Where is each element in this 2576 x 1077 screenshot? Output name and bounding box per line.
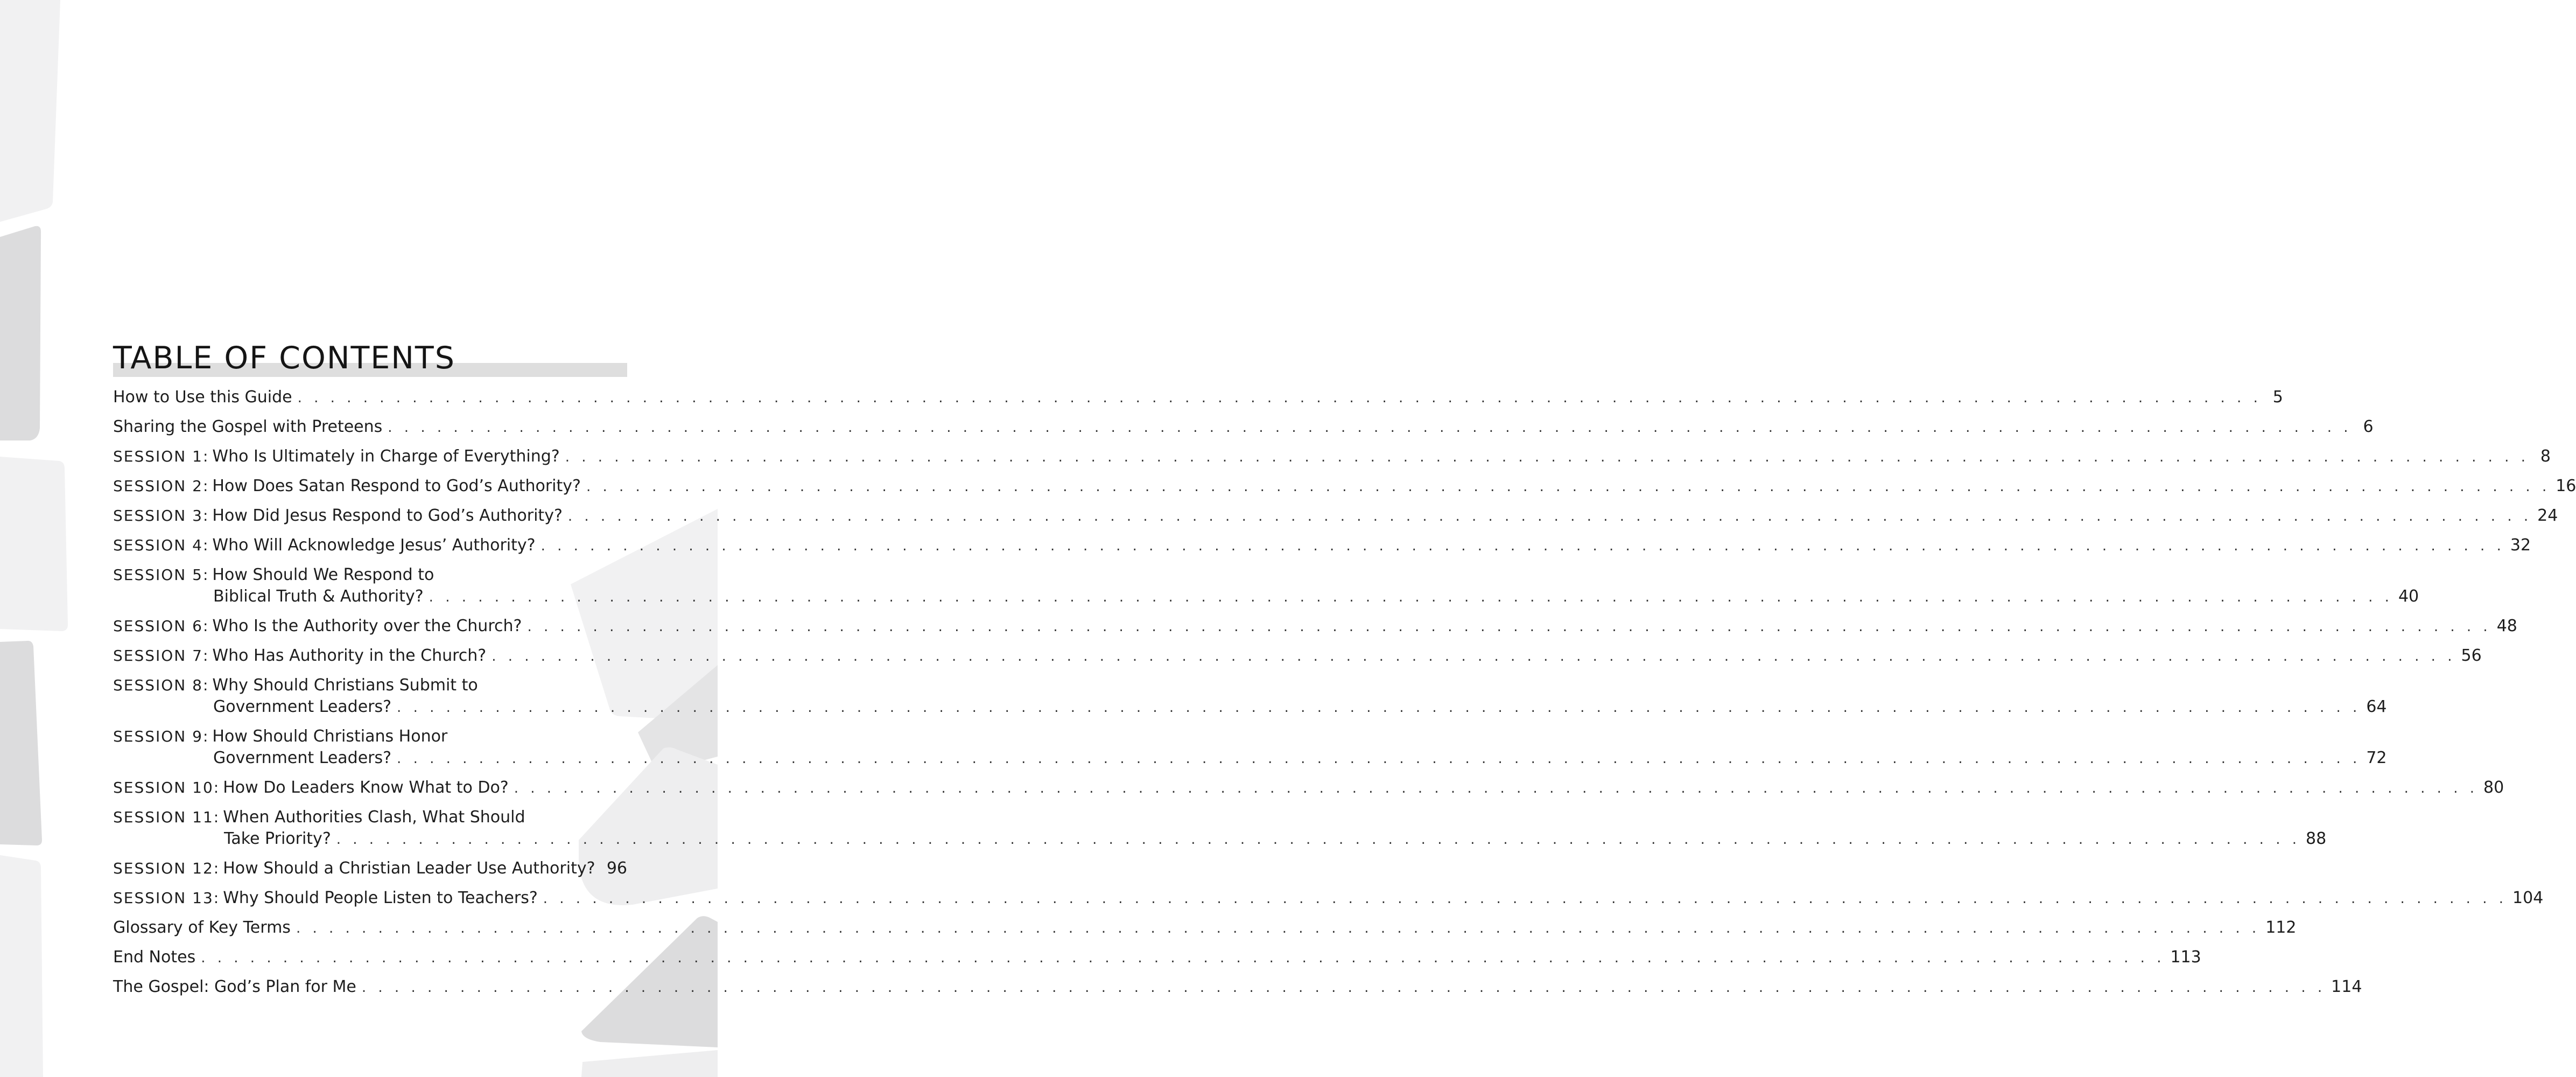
session-label: SESSION 1:	[113, 447, 209, 465]
toc-entry-continuation-line	[113, 587, 2419, 606]
page-number: 48	[2496, 617, 2517, 635]
left-shape-5	[0, 855, 43, 1077]
dot-leader: . . . . . . . . . . . . . . . . . . . . . . . . . . . . . . . . . . . . . . . . . . . . . . . . . . . . . . . . . . . . . . . . . . . . . . . . . . . . . . . . . . . . . . . . . . . . . . . . . . . . . . . . . . . . . . . . . . . . . . . .	[527, 619, 2491, 635]
entry-title: Why Should People Listen to Teachers?	[223, 889, 538, 907]
page-title: TABLE OF CONTENTS	[113, 340, 455, 376]
toc-entry	[113, 617, 2517, 635]
toc-entry	[113, 388, 2283, 407]
session-label: SESSION 6:	[113, 617, 209, 635]
entry-title: How Should Christians Honor	[212, 727, 448, 746]
dot-leader: . . . . . . . . . . . . . . . . . . . . . . . . . . . . . . . . . . . . . . . . . . . . . . . . . . . . . . . . . . . . . . . . . . . . . . . . . . . . . . . . . . . . . . . . . . . . . . . . . . . . . . . . . . . . . . . . . . . . . . . .	[541, 538, 2505, 554]
session-label: SESSION 5:	[113, 566, 209, 584]
dot-leader: . . . . . . . . . . . . . . . . . . . . . . . . . . . . . . . . . . . . . . . . . . . . . . . . . . . . . . . . . . . . . . . . . . . . . . . . . . . . . . . . . . . . . . . . . . . . . . . . . . . . . . . . . . . . . . . . . . . . . . . .	[397, 700, 2361, 716]
toc-entry	[113, 417, 2374, 436]
entry-title: How Do Leaders Know What to Do?	[223, 778, 509, 797]
toc-entry-line	[113, 567, 627, 584]
toc-entry-line	[113, 477, 2576, 495]
entry-title-continuation: Government Leaders?	[213, 697, 392, 716]
toc-entry	[113, 536, 2531, 555]
entry-title: Who Will Acknowledge Jesus’ Authority?	[212, 536, 536, 555]
toc-entry-line	[113, 677, 627, 694]
page-number: 96	[606, 859, 627, 878]
dot-leader: . . . . . . . . . . . . . . . . . . . . . . . . . . . . . . . . . . . . . . . . . . . . . . . . . . . . . . . . . . . . . . . . . . . . . . . . . . . . . . . . . . . . . . . . . . . . . . . . . . . . . . . . . . . . . . . . . . . . . . . .	[492, 648, 2456, 665]
toc-entry	[113, 646, 2482, 665]
session-label: SESSION 13:	[113, 889, 220, 907]
page-number: 32	[2510, 536, 2531, 555]
dot-leader: . . . . . . . . . . . . . . . . . . . . . . . . . . . . . . . . . . . . . . . . . . . . . . . . . . . . . . . . . . . . . . . . . . . . . . . . . . . . . . . . . . . . . . . . . . . . . . . . . . . . . . . . . . . . . . . . . . . . . . . .	[388, 419, 2352, 436]
toc-entries	[113, 388, 2576, 996]
page-number: 64	[2366, 697, 2387, 716]
page-number: 113	[2170, 948, 2201, 967]
dot-leader: . . . . . . . . . . . . . . . . . . . . . . . . . . . . . . . . . . . . . . . . . . . . . . . . . . . . . . . . . . . . . . . . . . . . . . . . . . . . . . . . . . . . . . . . . . . . . . . . . . . . . . . . . . . . . . . . . . . . . . . .	[297, 390, 2262, 406]
entry-title: The Gospel: God’s Plan for Me	[113, 977, 356, 996]
session-label: SESSION 4:	[113, 536, 209, 554]
entry-title: Why Should Christians Submit to	[212, 676, 478, 695]
entry-title: How Should We Respond to	[212, 565, 434, 584]
toc-entry-line	[113, 617, 2517, 635]
dot-leader: . . . . . . . . . . . . . . . . . . . . . . . . . . . . . . . . . . . . . . . . . . . . . . . . . . . . . . . . . . . . . . . . . . . . . . . . . . . . . . . . . . . . . . . . . . . . . . . . . . . . . . . . . . . . . . . . . . . . . . . .	[201, 950, 2165, 966]
toc-entry-line	[113, 948, 2201, 967]
session-label: SESSION 12:	[113, 859, 220, 877]
toc-entry-line	[113, 417, 2374, 436]
toc-entry	[113, 808, 2327, 848]
toc-entry-line	[113, 536, 2531, 555]
dot-leader: . . . . . . . . . . . . . . . . . . . . . . . . . . . . . . . . . . . . . . . . . . . . . . . . . . . . . . . . . . . . . . . . . . . . . . . . . . . . . . . . . . . . . . . . . . . . . . . . . . . . . . . . . . . . . . . . . . . . . . . .	[397, 751, 2361, 767]
page-number: 5	[2272, 388, 2283, 407]
toc-entry-line	[113, 918, 2297, 937]
toc-entry	[113, 948, 2201, 967]
dot-leader: . . . . . . . . . . . . . . . . . . . . . . . . . . . . . . . . . . . . . . . . . . . . . . . . . . . . . . . . . . . . . . . . . . . . . . . . . . . . . . . . . . . . . . . . . . . . . . . . . . . . . . . . . . . . . . . . . . . . . . . .	[361, 980, 2326, 996]
entry-title: Who Has Authority in the Church?	[212, 646, 487, 665]
dot-leader: . . . . . . . . . . . . . . . . . . . . . . . . . . . . . . . . . . . . . . . . . . . . . . . . . . . . . . . . . . . . . . . . . . . . . . . . . . . . . . . . . . . . . . . . . . . . . . . . . . . . . . . . . . . . . . . . . . . . . . . .	[543, 891, 2508, 907]
left-shape-1	[0, 0, 60, 222]
dot-leader: . . . . . . . . . . . . . . . . . . . . . . . . . . . . . . . . . . . . . . . . . . . . . . . . . . . . . . . . . . . . . . . . . . . . . . . . . . . . . . . . . . . . . . . . . . . . . . . . . . . . . . . . . . . . . . . . . . . . . . . .	[336, 831, 2301, 848]
toc-entry	[113, 860, 627, 878]
page-number: 88	[2306, 829, 2327, 848]
entry-title-continuation: Government Leaders?	[213, 749, 392, 767]
entry-title: How Did Jesus Respond to God’s Authority?	[212, 506, 563, 525]
entry-title: How Does Satan Respond to God’s Authority?	[212, 477, 581, 495]
dot-leader: . . . . . . . . . . . . . . . . . . . . . . . . . . . . . . . . . . . . . . . . . . . . . . . . . . . . . . . . . . . . . . . . . . . . . . . . . . . . . . . . . . . . . . . . . . . . . . . . . . . . . . . . . . . . . . . . . . . . . . . .	[565, 449, 2529, 465]
entry-title: Glossary of Key Terms	[113, 918, 291, 937]
toc-entry	[113, 477, 2576, 495]
page-number: 72	[2366, 749, 2387, 767]
dot-leader: . . . . . . . . . . . . . . . . . . . . . . . . . . . . . . . . . . . . . . . . . . . . . . . . . . . . . . . . . . . . . . . . . . . . . . . . . . . . . . . . . . . . . . . . . . . . . . . . . . . . . . . . . . . . . . . . . . . . . . . .	[429, 589, 2393, 605]
session-label: SESSION 3:	[113, 507, 209, 524]
toc-entry-line	[113, 860, 627, 878]
entry-title: How Should a Christian Leader Use Authority?	[223, 859, 595, 878]
entry-title: When Authorities Clash, What Should	[223, 808, 525, 827]
toc-entry-line	[113, 977, 2362, 996]
page-number: 112	[2265, 918, 2297, 937]
page-number: 24	[2537, 506, 2558, 525]
toc-entry-continuation-line	[113, 829, 2327, 848]
toc-entry-line	[113, 778, 2504, 797]
toc-entry	[113, 778, 2504, 797]
toc-entry-line	[113, 646, 2482, 665]
toc-entry	[113, 918, 2297, 937]
toc-entry	[113, 889, 2544, 907]
session-label: SESSION 11:	[113, 808, 220, 826]
dot-leader: . . . . . . . . . . . . . . . . . . . . . . . . . . . . . . . . . . . . . . . . . . . . . . . . . . . . . . . . . . . . . . . . . . . . . . . . . . . . . . . . . . . . . . . . . . . . . . . . . . . . . . . . . . . . . . . . . . . . . . . .	[567, 508, 2532, 524]
entry-title: End Notes	[113, 948, 196, 967]
dot-leader: . . . . . . . . . . . . . . . . . . . . . . . . . . . . . . . . . . . . . . . . . . . . . . . . . . . . . . . . . . . . . . . . . . . . . . . . . . . . . . . . . . . . . . . . . . . . . . . . . . . . . . . . . . . . . . . . . . . . . . . .	[514, 780, 2478, 796]
toc-entry	[113, 447, 2551, 466]
page-number: 40	[2398, 587, 2419, 606]
entry-title-continuation: Take Priority?	[224, 829, 331, 848]
entry-title-continuation: Biblical Truth & Authority?	[213, 587, 424, 606]
toc-entry	[113, 565, 2419, 606]
page-number: 6	[2363, 417, 2374, 436]
dot-leader: . . . . . . . . . . . . . . . . . . . . . . . . . . . . . . . . . . . . . . . . . . . . . . . . . . . . . . . . . . . . . . . . . . . . . . . . . . . . . . . . . . . . . . . . . . . . . . . . . . . . . . . . . . . . . . . . . . . . . . . .	[586, 479, 2551, 495]
toc-entry	[113, 506, 2558, 525]
session-label: SESSION 7:	[113, 647, 209, 665]
entry-title: How to Use this Guide	[113, 388, 292, 407]
page-number: 114	[2331, 977, 2362, 996]
toc-entry-continuation-line	[113, 749, 2387, 767]
page-number: 56	[2461, 646, 2482, 665]
heading-block	[113, 339, 627, 377]
session-label: SESSION 8:	[113, 676, 209, 694]
toc-entry	[113, 727, 2387, 767]
right-shape-5	[581, 1050, 718, 1077]
left-shape-4	[0, 641, 42, 845]
entry-title: Sharing the Gospel with Preteens	[113, 417, 383, 436]
toc-entry	[113, 676, 2387, 716]
dot-leader: . . . . . . . . . . . . . . . . . . . . . . . . . . . . . . . . . . . . . . . . . . . . . . . . . . . . . . . . . . . . . . . . . . . . . . . . . . . . . . . . . . . . . . . . . . . . . . . . . . . . . . . . . . . . . . . . . . . . . . . .	[296, 920, 2261, 936]
toc-entry-line	[113, 889, 2544, 907]
session-label: SESSION 9:	[113, 728, 209, 745]
toc-entry-line	[113, 447, 2551, 466]
toc-entry-continuation-line	[113, 697, 2387, 716]
toc-entry-line	[113, 809, 627, 826]
toc-entry-line	[113, 388, 2283, 407]
page-number: 16	[2556, 477, 2576, 495]
toc-entry-line	[113, 728, 627, 745]
page-number: 104	[2512, 889, 2544, 907]
session-label: SESSION 2:	[113, 477, 209, 495]
toc-entry-line	[113, 506, 2558, 525]
entry-title: Who Is Ultimately in Charge of Everything?	[212, 447, 560, 466]
left-shape-3	[0, 457, 68, 631]
toc-entry	[113, 977, 2362, 996]
page-number: 80	[2483, 778, 2504, 797]
entry-title: Who Is the Authority over the Church?	[212, 617, 522, 635]
table-of-contents	[113, 339, 2576, 1008]
session-label: SESSION 10:	[113, 779, 220, 796]
left-shape-2	[0, 226, 41, 440]
page-number: 8	[2540, 447, 2551, 466]
